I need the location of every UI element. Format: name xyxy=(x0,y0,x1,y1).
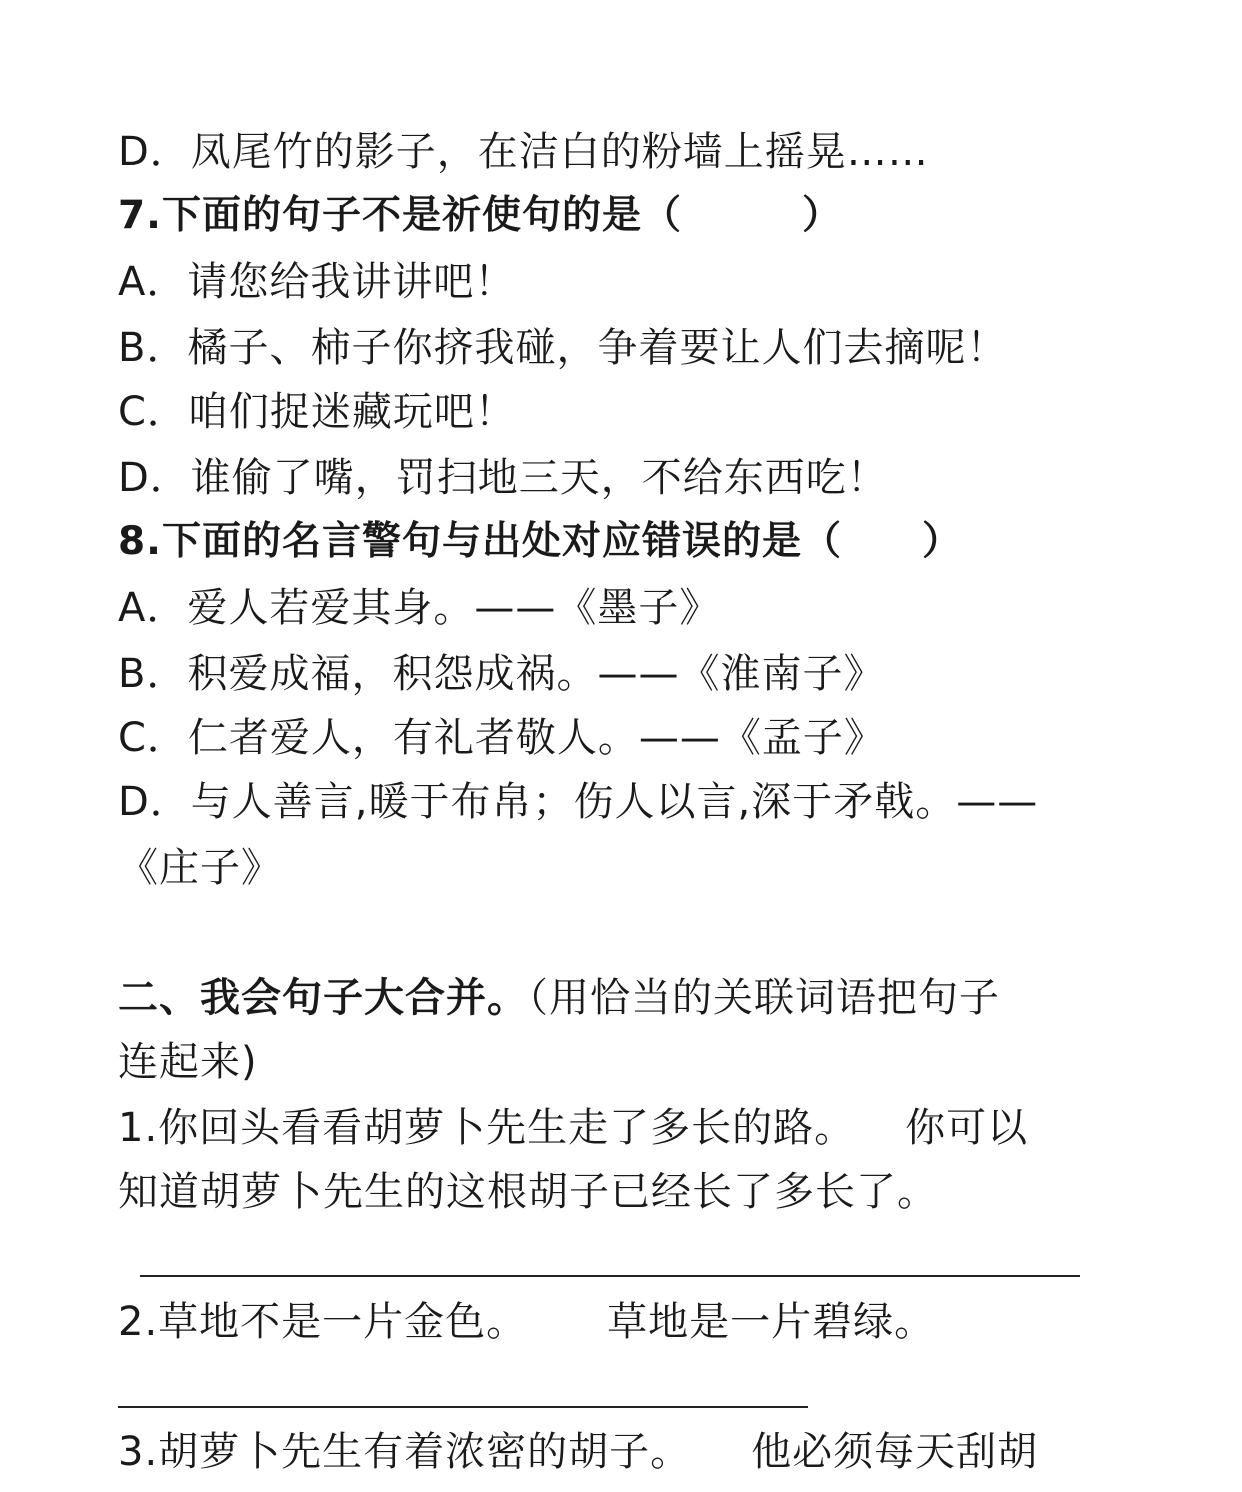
item2-answer-line[interactable] xyxy=(118,1406,808,1408)
item3-sentence-b: 他必须每天刮胡 xyxy=(751,1429,1039,1475)
item1-line2: 知道胡萝卜先生的这根胡子已经长了多长了。 xyxy=(118,1169,938,1215)
item2-sentence-a: 2.草地不是一片金色。 xyxy=(118,1299,528,1345)
q7-stem-close: ） xyxy=(801,193,842,238)
section2-title: 二、我会句子大合并。 xyxy=(118,975,528,1021)
item1-answer-line[interactable] xyxy=(140,1275,1080,1277)
q8-option-b: B．积爱成福，积怨成祸。——《淮南子》 xyxy=(118,651,885,697)
q7-stem xyxy=(118,188,842,244)
q8-stem-close: ） xyxy=(921,519,962,564)
q8-option-c: C．仁者爱人，有礼者敬人。——《孟子》 xyxy=(118,715,885,761)
q7-stem-text: 7.下面的句子不是祈使句的是（ xyxy=(118,193,682,238)
section2-instruction: （用恰当的关联词语把句子 xyxy=(528,975,1000,1021)
item1-sentence-b: 你可以 xyxy=(905,1105,1029,1151)
item1-line1 xyxy=(118,1100,1028,1156)
q7-option-b: B．橘子、柿子你挤我碰，争着要让人们去摘呢！ xyxy=(118,325,1008,371)
q8-stem xyxy=(118,514,962,570)
item3-sentence-a: 3.胡萝卜先生有着浓密的胡子。 xyxy=(118,1429,692,1475)
item1-sentence-a: 1.你回头看看胡萝卜先生走了多长的路。 xyxy=(118,1105,856,1151)
q7-option-a: A．请您给我讲讲吧！ xyxy=(118,259,516,305)
q8-stem-text: 8.下面的名言警句与出处对应错误的是（ xyxy=(118,519,842,564)
section2-heading xyxy=(118,970,1000,1026)
q7-option-c: C．咱们捉迷藏玩吧！ xyxy=(118,389,516,435)
q8-option-d-cont: 《庄子》 xyxy=(118,845,282,891)
item3-line xyxy=(118,1424,1038,1480)
q7-option-d: D．谁偷了嘴，罚扫地三天，不给东西吃！ xyxy=(118,455,888,501)
section2-instruction-cont: 连起来) xyxy=(118,1039,258,1085)
q8-option-a: A．爱人若爱其身。——《墨子》 xyxy=(118,585,721,631)
item2-sentence-b: 草地是一片碧绿。 xyxy=(607,1299,936,1345)
q8-option-d: D．与人善言,暖于布帛；伤人以言,深于矛戟。—— xyxy=(118,779,1039,825)
item2-line xyxy=(118,1294,935,1350)
q6-option-d: D．凤尾竹的影子，在洁白的粉墙上摇晃…… xyxy=(118,129,929,175)
